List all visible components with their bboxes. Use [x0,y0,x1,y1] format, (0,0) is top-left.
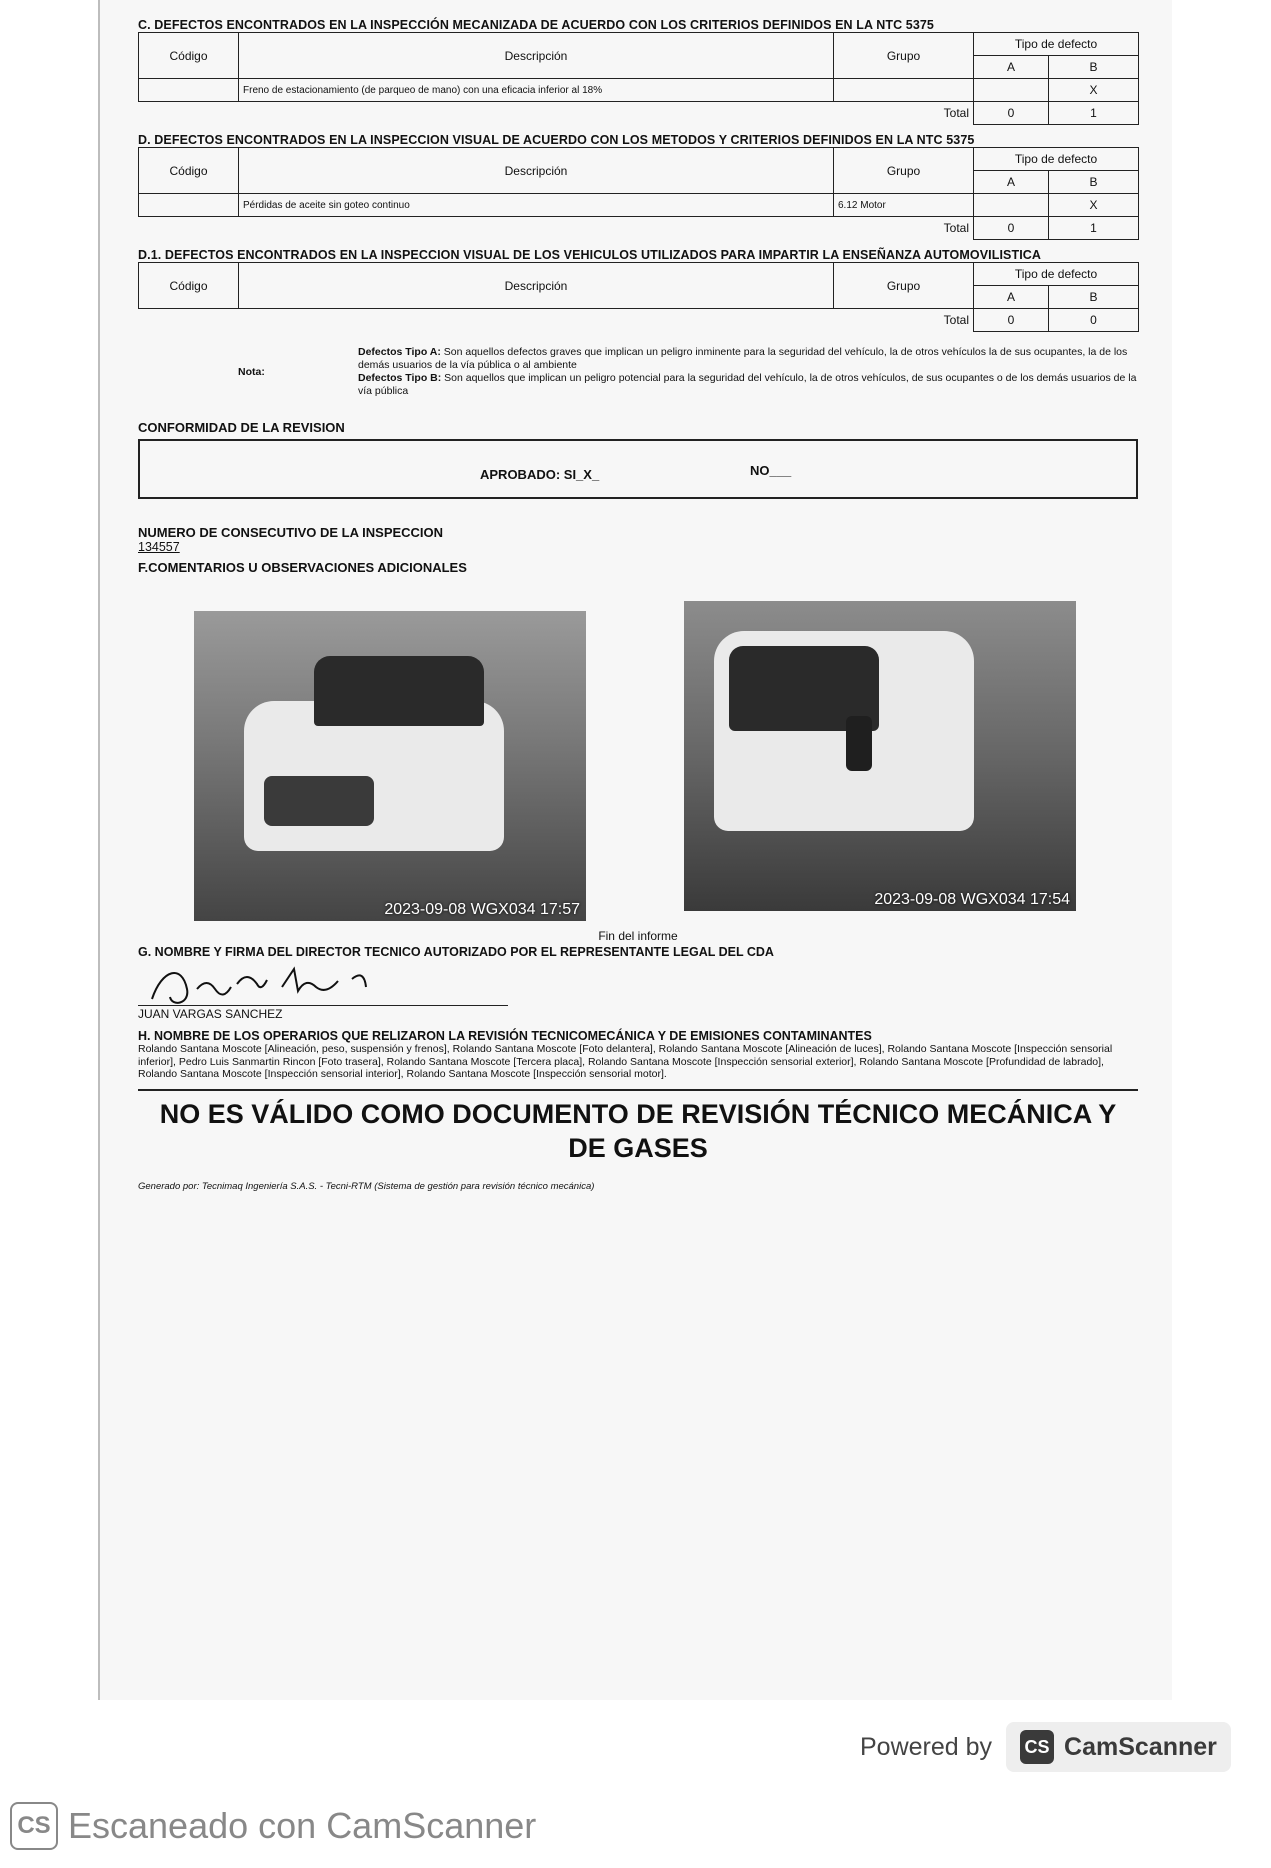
front-car-photo [194,611,586,921]
director-name: JUAN VARGAS SANCHEZ [138,1007,283,1021]
operarios-list: Rolando Santana Moscote [Alineación, peso, suspensión y frenos], Rolando Santana Moscote [Foto delantera], Rolando Santana Moscote [Alineación de luces], Rolando Santana Moscote [Inspección sensorial inferior], Pedro Luis Sanmartin Rincon [Foto trasera], Rolando Santana Moscote [Tercera placa], Rolando Santana Moscote [Inspección sensorial exterior], Rolando Santana Moscote [Profundidad de labrado], Rolando Santana Moscote [Inspección sensorial interior], Rolando Santana Moscote [Inspección sensorial motor]. [138,1043,1113,1080]
row-a [974,79,1049,102]
total-a: 0 [974,102,1049,125]
tipo-a-header: A [974,171,1049,194]
total-b: 1 [1049,102,1139,125]
codigo-header: Código [139,148,239,194]
section-c-table [138,32,1139,125]
tipo-b-text: Son aquellos que implican un peligro potencial para la seguridad del vehículo, la de otros vehículos, de sus ocupantes o de los demás usuarios de la vía pública [358,372,1137,397]
tipo-b-header: B [1049,171,1139,194]
total-a: 0 [974,217,1049,240]
signature-area [138,959,1138,1021]
photo-timestamp: 2023-09-08 WGX034 17:54 [874,891,1070,908]
camscanner-watermark-icon: CS [10,1802,58,1850]
total-a: 0 [974,309,1049,332]
total-b: 0 [1049,309,1139,332]
comentarios-title: F.COMENTARIOS U OBSERVACIONES ADICIONALES [138,560,467,575]
divider [138,1089,1138,1091]
nota-text [358,346,1138,398]
grupo-header: Grupo [834,148,974,194]
g-title: G. NOMBRE Y FIRMA DEL DIRECTOR TECNICO AUTORIZADO POR EL REPRESENTANTE LEGAL DEL CDA [138,945,774,959]
row-codigo [139,79,239,102]
document [138,18,1138,1192]
row-b: X [1049,79,1139,102]
powered-by-text: Powered by [860,1732,993,1761]
conformidad-title: CONFORMIDAD DE LA REVISION [138,420,345,435]
section-d-table [138,147,1139,240]
row-codigo [139,194,239,217]
nota-block [138,346,1138,398]
escaneado-watermark [10,1802,536,1850]
photos-row [138,601,1138,931]
codigo-header: Código [139,33,239,79]
no-valido-notice: NO ES VÁLIDO COMO DOCUMENTO DE REVISIÓN TÉCNICO MECÁNICA Y DE GASES [159,1098,1117,1163]
consecutivo-title: NUMERO DE CONSECUTIVO DE LA INSPECCION [138,525,444,540]
camscanner-logo-icon: CS [1020,1730,1054,1764]
codigo-header: Código [139,263,239,309]
nota-label: Nota: [238,366,265,378]
total-label: Total [943,221,969,236]
camscanner-name: CamScanner [1064,1732,1217,1761]
aprobado-si: APROBADO: SI_X_ [480,467,600,482]
row-grupo: 6.12 Motor [834,194,974,217]
descripcion-header: Descripción [239,33,834,79]
aprobado-no: NO___ [750,463,792,478]
photo-timestamp: 2023-09-08 WGX034 17:57 [384,901,580,918]
section-d1-title: D.1. DEFECTOS ENCONTRADOS EN LA INSPECCION VISUAL DE LOS VEHICULOS UTILIZADOS PARA IMPARTIR LA ENSEÑANZA AUTOMOVILISTICA [138,248,1042,262]
tipo-a-label: Defectos Tipo A: [358,346,441,358]
row-descripcion: Freno de estacionamiento (de parqueo de mano) con una eficacia inferior al 18% [239,79,834,102]
grupo-header: Grupo [834,33,974,79]
row-descripcion: Pérdidas de aceite sin goteo continuo [239,194,834,217]
consecutivo-number: 134557 [138,540,180,554]
tipo-b-header: B [1049,286,1139,309]
tipo-a-header: A [974,56,1049,79]
descripcion-header: Descripción [239,148,834,194]
tipo-b-header: B [1049,56,1139,79]
total-label: Total [943,106,969,121]
descripcion-header: Descripción [239,263,834,309]
generado-por: Generado por: Tecnimaq Ingeniería S.A.S. - Tecni-RTM (Sistema de gestión para revisión técnico mecánica) [138,1180,595,1192]
section-d-title: D. DEFECTOS ENCONTRADOS EN LA INSPECCION VISUAL DE ACUERDO CON LOS METODOS Y CRITERIOS DEFINIDOS EN LA NTC 5375 [138,133,975,147]
grille [264,776,374,826]
total-label: Total [943,313,969,328]
row-b: X [1049,194,1139,217]
tipo-defecto-header: Tipo de defecto [974,148,1139,171]
row-a [974,194,1049,217]
windshield [314,656,484,726]
grupo-header: Grupo [834,263,974,309]
conformidad-box [138,439,1138,499]
camscanner-pill[interactable] [1006,1722,1231,1772]
tipo-defecto-header: Tipo de defecto [974,33,1139,56]
tail-light [846,716,872,771]
total-b: 1 [1049,217,1139,240]
signature-line [138,1005,508,1006]
section-d1-table [138,262,1139,332]
tipo-b-label: Defectos Tipo B: [358,372,442,384]
section-c-title: C. DEFECTOS ENCONTRADOS EN LA INSPECCIÓN MECANIZADA DE ACUERDO CON LOS CRITERIOS DEFINIDOS EN LA NTC 5375 [138,18,934,32]
h-title: H. NOMBRE DE LOS OPERARIOS QUE RELIZARON LA REVISIÓN TECNICOMECÁNICA Y DE EMISIONES CONTAMINANTES [138,1029,872,1043]
tipo-a-header: A [974,286,1049,309]
row-grupo [834,79,974,102]
tipo-a-text: Son aquellos defectos graves que implican un peligro inminente para la seguridad del vehículo, la de otros vehículos la de sus ocupantes, la de los demás usuarios de la vía pública o al ambiente [358,346,1128,371]
fin-informe: Fin del informe [598,929,678,943]
tipo-defecto-header: Tipo de defecto [974,263,1139,286]
powered-by-badge [860,1722,1231,1772]
rear-car-photo [684,601,1076,911]
signature-drawing [142,959,402,1011]
escaneado-text: Escaneado con CamScanner [68,1805,537,1846]
